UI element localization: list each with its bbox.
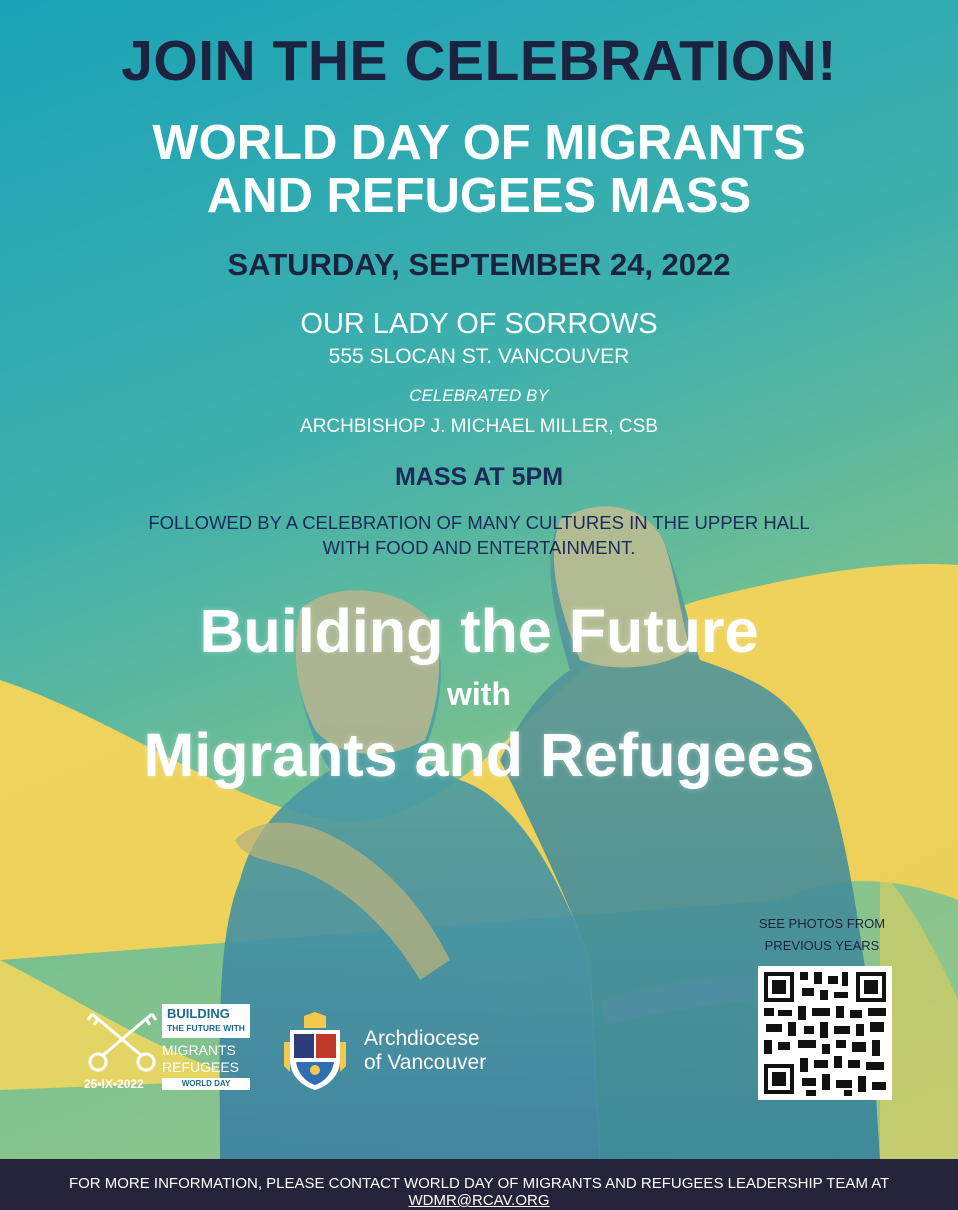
event-title-line1: WORLD DAY OF MIGRANTS (152, 116, 806, 170)
event-title (0, 117, 958, 223)
theme-with: with (447, 676, 511, 712)
qr-label-line1: SEE PHOTOS FROM (758, 916, 886, 931)
logo-date: 25•IX•2022 (84, 1077, 144, 1091)
archdiocese-line2: of Vancouver (364, 1051, 487, 1074)
event-date: SATURDAY, SEPTEMBER 24, 2022 (227, 247, 731, 282)
world-day-logo (84, 1004, 250, 1092)
celebrant-name: ARCHBISHOP J. MICHAEL MILLER, CSB (300, 416, 658, 437)
crossed-keys-icon (84, 1006, 160, 1076)
footer-contact-text: FOR MORE INFORMATION, PLEASE CONTACT WORLD DAY OF MIGRANTS AND REFUGEES LEADERSHIP TEAM AT (68, 1175, 890, 1192)
theme-line1: Building the Future (199, 597, 759, 665)
world-day-logo-box (162, 1004, 250, 1038)
reception-note-line2: WITH FOOD AND ENTERTAINMENT. (322, 537, 636, 558)
archdiocese-line1: Archdiocese (364, 1027, 480, 1050)
coat-of-arms-icon (282, 1012, 348, 1092)
qr-label-line2: PREVIOUS YEARS (764, 938, 880, 953)
archdiocese-logo (282, 1012, 522, 1096)
celebrated-by-label: CELEBRATED BY (409, 386, 549, 405)
qr-label (742, 913, 902, 957)
logo-future-with: THE FUTURE WITH (167, 1023, 245, 1033)
theme-line2: Migrants and Refugees (143, 721, 815, 789)
logo-migrants: MIGRANTS (162, 1042, 236, 1058)
footer (0, 1159, 958, 1210)
headline: JOIN THE CELEBRATION! (121, 29, 837, 93)
qr-code-icon (758, 966, 892, 1100)
mass-time: MASS AT 5PM (394, 463, 564, 491)
venue-name: OUR LADY OF SORROWS (300, 308, 658, 340)
venue-address: 555 SLOCAN ST. VANCOUVER (328, 345, 630, 368)
footer-text (0, 1175, 958, 1209)
event-title-line2: AND REFUGEES MASS (206, 169, 752, 223)
reception-note (0, 510, 958, 560)
footer-email-link[interactable]: WDMR@RCAV.ORG (408, 1192, 550, 1209)
qr-code[interactable] (758, 966, 892, 1100)
logo-world-day: WORLD DAY (162, 1078, 250, 1090)
logo-building: BUILDING (167, 1006, 230, 1021)
reception-note-line1: FOLLOWED BY A CELEBRATION OF MANY CULTURES IN THE UPPER HALL (148, 512, 810, 533)
logo-refugees: REFUGEES (162, 1059, 240, 1075)
